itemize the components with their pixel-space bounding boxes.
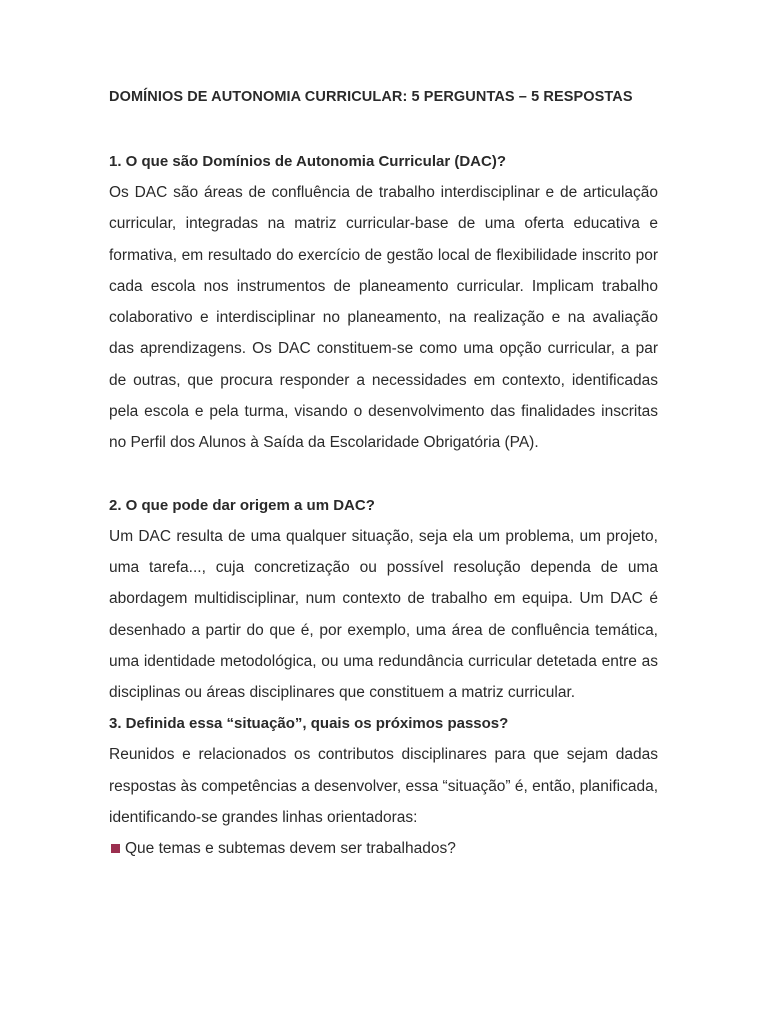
spacer bbox=[109, 459, 658, 490]
document-page bbox=[109, 84, 658, 864]
section-heading: 2. O que pode dar origem a um DAC? bbox=[109, 496, 375, 514]
section-1 bbox=[109, 146, 658, 459]
square-bullet-icon bbox=[111, 844, 120, 853]
section-heading: 1. O que são Domínios de Autonomia Curricular (DAC)? bbox=[109, 153, 506, 170]
section-body: Um DAC resulta de uma qualquer situação, seja ela um problema, um projeto, uma tarefa..., cuja concretização ou possível resolução dependa de uma abordagem multidisciplinar, num contexto de trabalho em equipa. Um DAC é desenhado a partir do que é, por exemplo, uma área de confluência temática, uma identidade metodológica, ou uma redundância curricular detetada entre as disciplinas ou áreas disciplinares que constituem a matriz curricular. bbox=[109, 527, 658, 702]
section-body: Os DAC são áreas de confluência de trabalho interdisciplinar e de articulação curricular, integradas na matriz curricular-base de uma oferta educativa e formativa, em resultado do exercício de gestão local de flexibilidade inscrito por cada escola nos instrumentos de planeamento curricular. Implicam trabalho colaborativo e interdisciplinar no planeamento, na realização e na avaliação das aprendizagens. Os DAC constituem-se como uma opção curricular, a par de outras, que procura responder a necessidades em contexto, identificadas pela escola e pela turma, visando o desenvolvimento das finalidades inscritas no Perfil dos Alunos à Saída da Escolaridade Obrigatória (PA). bbox=[109, 184, 658, 452]
section-heading: 3. Definida essa “situação”, quais os próximos passos? bbox=[109, 715, 509, 733]
section-3 bbox=[109, 708, 658, 864]
list-item bbox=[109, 833, 658, 864]
list-item-text: Que temas e subtemas devem ser trabalhados? bbox=[125, 840, 456, 858]
section-2 bbox=[109, 490, 658, 709]
spacer bbox=[109, 110, 658, 146]
document-title: DOMÍNIOS DE AUTONOMIA CURRICULAR: 5 PERGUNTAS – 5 RESPOSTAS bbox=[109, 89, 633, 105]
section-body: Reunidos e relacionados os contributos disciplinares para que sejam dadas respostas às competências a desenvolver, essa “situação” é, então, planificada, identificando-se grandes linhas orientadoras: bbox=[109, 746, 658, 827]
